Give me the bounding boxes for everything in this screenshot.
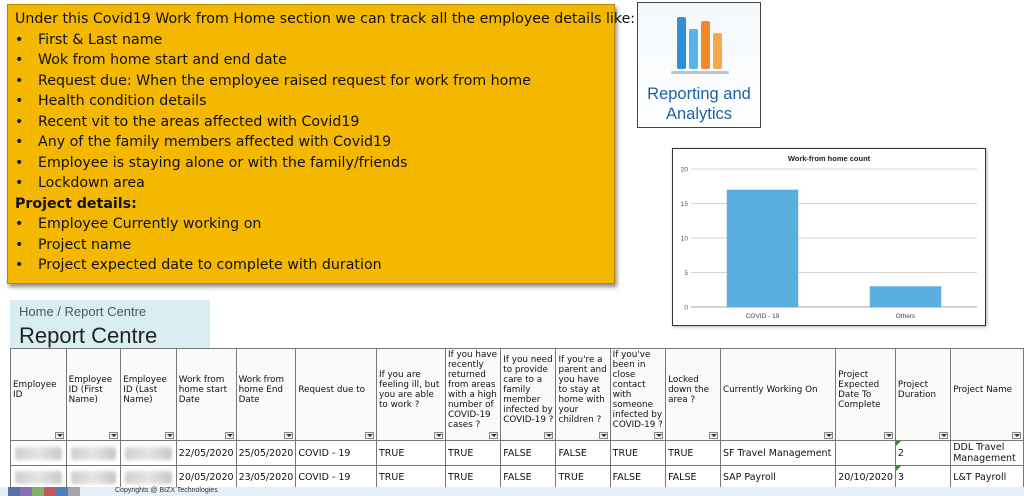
table-cell: 20/10/2020 <box>836 466 896 489</box>
table-cell: COVID - 19 <box>296 441 377 466</box>
filter-dropdown-icon[interactable] <box>709 432 718 439</box>
column-header-label: If you need to provide care to a family member infected by COVID-19 ? <box>503 355 554 425</box>
table-row[interactable] <box>11 466 1024 489</box>
column-header-label: Employee ID (Last Name) <box>123 375 167 405</box>
filter-dropdown-icon[interactable] <box>599 432 608 439</box>
redacted-blur <box>125 471 172 484</box>
table-cell: DDL Travel Management <box>951 441 1024 466</box>
table-cell: 3 <box>895 466 950 489</box>
table-cell: 22/05/2020 <box>176 441 236 466</box>
table-cell: TRUE <box>445 441 500 466</box>
x-tick-label: Others <box>895 313 916 320</box>
table-cell: TRUE <box>666 441 721 466</box>
list-item: • First & Last name <box>15 30 614 51</box>
column-header-label: If you have recently returned from areas with a high number of COVID-19 cases ? <box>447 350 498 430</box>
redacted-blur <box>71 471 117 484</box>
column-header <box>895 349 950 441</box>
table-body <box>11 441 1024 489</box>
footer-block <box>44 487 56 496</box>
footer-block <box>32 487 44 496</box>
column-header <box>176 349 236 441</box>
footer-block <box>56 487 68 496</box>
redacted-cell <box>11 441 67 466</box>
table-cell: TRUE <box>610 441 665 466</box>
cell-note-marker <box>896 441 901 446</box>
tile-label-line: Reporting and <box>647 85 751 103</box>
copyright-text: Copyrights @ BIZX Technologies <box>115 487 218 494</box>
column-header <box>11 349 67 441</box>
chart-canvas <box>673 149 985 325</box>
info-intro: Under this Covid19 Work from Home section we can track all the employee details like: <box>15 11 636 27</box>
table-cell: 25/05/2020 <box>236 441 296 466</box>
table-cell: COVID - 19 <box>296 466 377 489</box>
table-cell <box>836 441 896 466</box>
column-header <box>66 349 121 441</box>
redacted-blur <box>15 471 62 484</box>
chart-title: Work-from home count <box>787 154 871 163</box>
list-item: • Recent vit to the areas affected with Covid19 <box>15 112 614 133</box>
project-details-title: Project details: <box>15 195 137 212</box>
table-row[interactable] <box>11 441 1024 466</box>
column-header-label: If you're a parent and you have to stay at home with your children ? <box>558 355 607 425</box>
table-cell: 2 <box>895 441 950 466</box>
table-cell: TRUE <box>376 441 445 466</box>
covid-info-box <box>7 4 636 284</box>
redacted-blur <box>125 447 172 460</box>
redacted-blur <box>15 447 62 460</box>
table-cell: 20/05/2020 <box>176 466 236 489</box>
table-cell: L&T Payroll <box>951 466 1024 489</box>
report-table <box>10 348 1024 489</box>
footer-block <box>20 487 32 496</box>
filter-dropdown-icon[interactable] <box>654 432 663 439</box>
redacted-cell <box>66 466 121 489</box>
footer <box>0 487 1024 496</box>
chart-bar <box>870 286 942 307</box>
column-header-label: Locked down the area ? <box>668 375 710 405</box>
y-tick-label: 20 <box>680 166 688 174</box>
footer-block <box>8 487 20 496</box>
tile-label <box>638 84 760 124</box>
column-header-label: Employee ID (First Name) <box>68 375 113 405</box>
table-cell: TRUE <box>376 466 445 489</box>
column-header <box>556 349 610 441</box>
column-header-label: If you've been in close contact with someone infected by COVID-19 ? <box>612 350 663 430</box>
y-tick-label: 0 <box>684 304 688 312</box>
filter-dropdown-icon[interactable] <box>109 432 118 439</box>
filter-dropdown-icon[interactable] <box>284 432 293 439</box>
table-cell: FALSE <box>610 466 665 489</box>
column-header <box>666 349 721 441</box>
x-tick-label: COVID - 19 <box>745 313 780 320</box>
tile-label-line: Analytics <box>665 105 733 123</box>
table-cell: SAP Payroll <box>720 466 835 489</box>
list-item: • Employee Currently working on <box>15 214 614 235</box>
column-header <box>501 349 556 441</box>
filter-dropdown-icon[interactable] <box>824 432 833 439</box>
footer-color-blocks <box>8 487 80 496</box>
column-header-label: Request due to <box>298 385 366 395</box>
filter-dropdown-icon[interactable] <box>365 432 374 439</box>
y-tick-label: 15 <box>680 201 688 208</box>
footer-block <box>68 487 80 496</box>
column-header <box>836 349 896 441</box>
column-header <box>720 349 835 441</box>
column-header <box>951 349 1024 441</box>
list-item: • Wok from home start and end date <box>15 50 614 71</box>
redacted-cell <box>11 466 67 489</box>
list-item: • Lockdown area <box>15 173 614 194</box>
table-cell: FALSE <box>556 441 610 466</box>
column-header-label: Project Name <box>953 385 1013 395</box>
project-details-list <box>15 214 614 276</box>
table-header-row <box>11 349 1024 441</box>
redacted-cell <box>121 441 177 466</box>
filter-dropdown-icon[interactable] <box>544 432 553 439</box>
column-header-label: Project Expected Date To Complete <box>838 370 881 410</box>
redacted-blur <box>71 447 117 460</box>
cell-note-marker <box>896 466 901 471</box>
table-cell: TRUE <box>556 466 610 489</box>
page-title: Report Centre <box>19 323 158 348</box>
bar-chart-icon <box>669 11 731 79</box>
column-header <box>296 349 377 441</box>
table-cell: FALSE <box>501 466 556 489</box>
column-header <box>610 349 665 441</box>
column-header <box>236 349 296 441</box>
column-header <box>121 349 177 441</box>
filter-dropdown-icon[interactable] <box>489 432 498 439</box>
redacted-cell <box>66 441 121 466</box>
y-tick-label: 5 <box>684 270 688 277</box>
column-header-label: If you are feeling ill, but you are able to work ? <box>378 370 440 410</box>
filter-dropdown-icon[interactable] <box>225 432 234 439</box>
list-item: • Employee is staying alone or with the family/friends <box>15 153 614 174</box>
table-cell: SF Travel Management <box>720 441 835 466</box>
list-item: • Request due: When the employee raised request for work from home <box>15 71 614 92</box>
list-item: • Health condition details <box>15 91 614 112</box>
list-item: • Project expected date to complete with duration <box>15 255 614 276</box>
filter-dropdown-icon[interactable] <box>165 432 174 439</box>
filter-dropdown-icon[interactable] <box>434 432 443 439</box>
tracked-details-list <box>15 30 614 194</box>
column-header-label: Project Duration <box>897 380 937 400</box>
filter-dropdown-icon[interactable] <box>939 432 948 439</box>
table-cell: FALSE <box>666 466 721 489</box>
breadcrumb[interactable]: Home / Report Centre <box>19 304 147 319</box>
column-header-label: Currently Working On <box>722 385 818 395</box>
column-header <box>445 349 500 441</box>
column-header-label: Work from home start Date <box>178 375 228 405</box>
filter-dropdown-icon[interactable] <box>55 432 64 439</box>
column-header-label: Employee ID <box>13 380 57 400</box>
redacted-cell <box>121 466 177 489</box>
y-tick-label: 10 <box>680 235 688 243</box>
table-cell: FALSE <box>501 441 556 466</box>
table-cell: 23/05/2020 <box>236 466 296 489</box>
table-cell: TRUE <box>445 466 500 489</box>
filter-dropdown-icon[interactable] <box>1012 432 1021 439</box>
column-header <box>376 349 445 441</box>
work-from-home-chart <box>672 148 986 326</box>
list-item: • Project name <box>15 235 614 256</box>
reporting-analytics-tile[interactable] <box>637 2 761 128</box>
chart-bar <box>727 190 799 307</box>
list-item: • Any of the family members affected with Covid19 <box>15 132 614 153</box>
filter-dropdown-icon[interactable] <box>884 432 893 439</box>
column-header-label: Work from home End Date <box>238 375 285 405</box>
